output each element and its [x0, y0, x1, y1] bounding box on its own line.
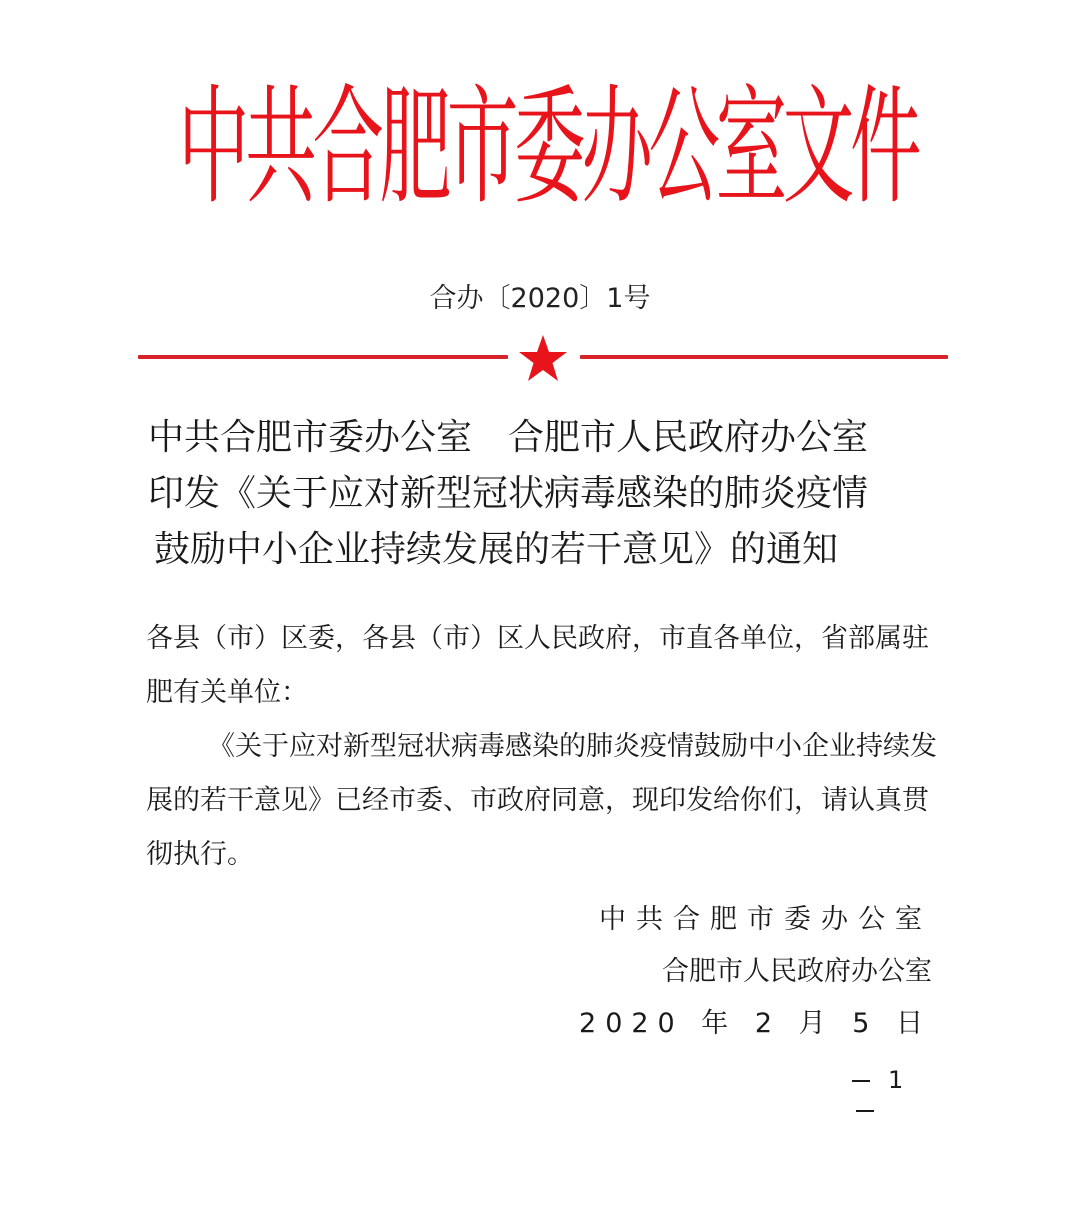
- document-masthead: 中共合肥市委办公室文件: [178, 73, 918, 222]
- document-number: 合办〔2020〕1号: [429, 283, 651, 314]
- document-body: [146, 612, 946, 882]
- dash-icon: [856, 1110, 874, 1112]
- issuer-1: 中共合肥市委办公室: [599, 904, 932, 935]
- recipients: 各县（市）区委，各县（市）区人民政府，市直各单位，省部属驻肥有关单位：: [146, 623, 929, 708]
- body-paragraph: 《关于应对新型冠状病毒感染的肺炎疫情鼓励中小企业持续发展的若干意见》已经市委、市政府同意，现印发给你们，请认真贯彻执行。: [146, 731, 937, 870]
- page-number: [852, 1062, 903, 1098]
- page-number-value: 1: [888, 1066, 904, 1094]
- signature-block: [579, 894, 932, 1050]
- title-line-2: 印发《关于应对新型冠状病毒感染的肺炎疫情: [148, 473, 869, 514]
- divider-line-right: [580, 355, 948, 359]
- issue-date: 2020 年 2 月 5 日: [579, 1008, 932, 1039]
- title-line-1: 中共合肥市委办公室 合肥市人民政府办公室: [148, 417, 869, 458]
- red-divider: [0, 326, 1080, 386]
- title-line-3: 鼓励中小企业持续发展的若干意见》的通知: [154, 529, 839, 570]
- red-star-icon: [518, 334, 568, 382]
- divider-line-left: [138, 355, 508, 359]
- issuer-2: 合肥市人民政府办公室: [662, 956, 932, 987]
- dash-icon: [852, 1080, 870, 1082]
- document-title: [148, 410, 948, 578]
